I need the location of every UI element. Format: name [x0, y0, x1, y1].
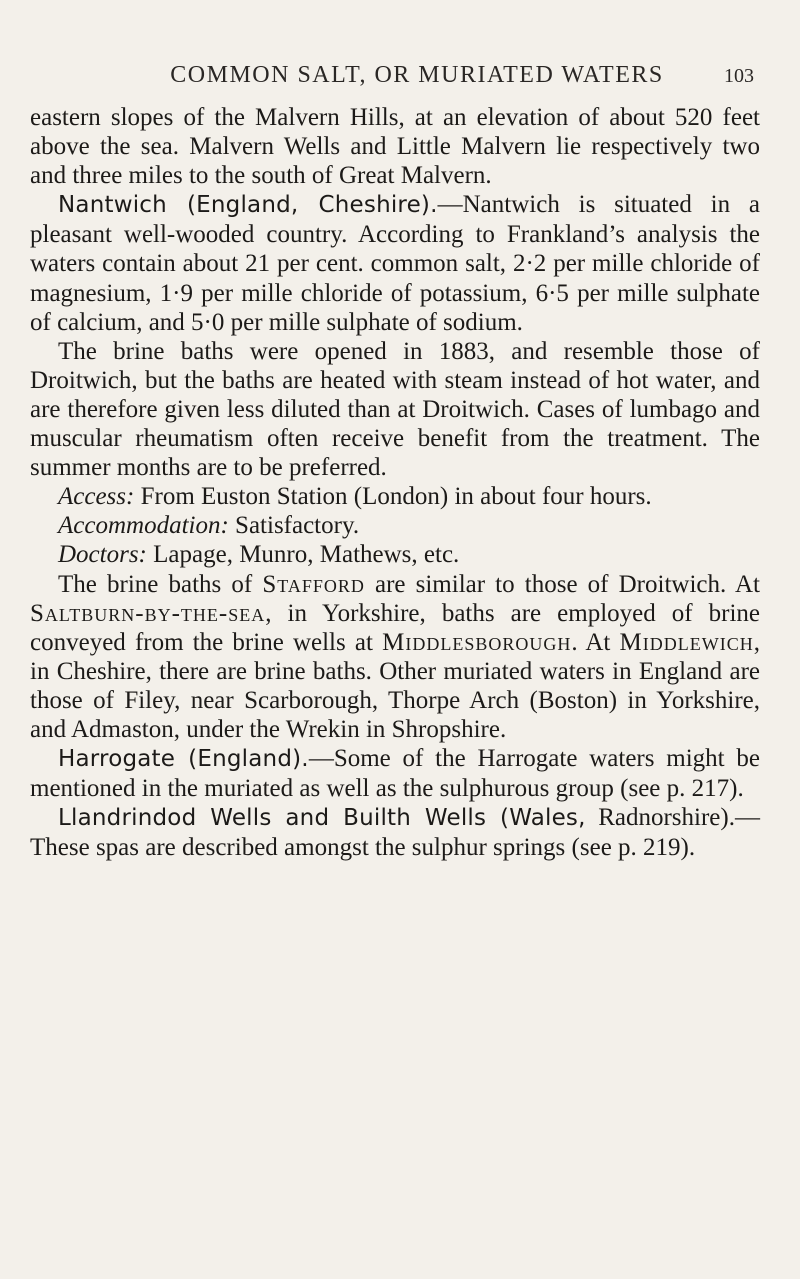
paragraph-llandrindod — [30, 803, 760, 862]
accommodation-label: Accommodation: — [58, 512, 229, 540]
others-text-5: , in Cheshire, there are brine baths. Other muriated waters in England are those of Filey, near Scarborough, Thorpe Arch (Boston) in Yorkshire, and Admaston, under the Wrekin in Shropshire. — [30, 628, 760, 743]
paragraph-malvern: eastern slopes of the Malvern Hills, at an elevation of about 520 feet above the sea. Malvern Wells and Little Malvern lie respectively two and three miles to the south of Great Malvern. — [30, 104, 760, 190]
accommodation-text: Satisfactory. — [228, 512, 360, 540]
body-text — [30, 103, 760, 862]
nantwich-body: —Nantwich is situated in a pleasant well-wooded country. According to Frankland’s analysis the waters contain about 21 per cent. common salt, 2·2 per mille chloride of magnesium, 1·9 per mille chloride of potassium, 6·5 per mille sulphate of calcium, and 5·0 per mille sulphate of sodium. — [30, 191, 760, 336]
doctors-label: Doctors: — [58, 541, 147, 569]
paragraph-other-brine-baths — [30, 570, 760, 745]
harrogate-body: —Some of the Harrogate waters might be mentioned in the muriated as well as the sulphurous group (see p. 217). — [30, 745, 760, 803]
place-middlewich: Middlewich — [619, 628, 754, 656]
place-stafford: Stafford — [262, 570, 365, 598]
paragraph-doctors — [30, 540, 760, 569]
doctors-text: Lapage, Munro, Mathews, etc. — [146, 541, 460, 569]
place-saltburn: Saltburn-by-the-sea — [30, 599, 266, 627]
paragraph-accommodation — [30, 511, 760, 540]
running-head — [110, 62, 760, 89]
llandrindod-body: Radnorshire).—These spas are described amongst the sulphur springs (see p. 219). — [30, 804, 760, 862]
place-middlesborough: Middlesborough — [382, 628, 572, 656]
access-label: Access: — [58, 483, 135, 511]
others-text-1: The brine baths of — [58, 570, 263, 598]
paragraph-access — [30, 482, 760, 511]
heading-nantwich: Nantwich (England, Cheshire). — [58, 192, 438, 219]
running-title: COMMON SALT, OR MURIATED WATERS — [170, 62, 664, 88]
others-text-3: , in Yorkshire, baths are employed of brine conveyed from the brine wells at — [30, 599, 760, 656]
others-text-4: . At — [571, 628, 620, 656]
access-text: From Euston Station (London) in about four hours. — [134, 483, 652, 511]
heading-llandrindod: Llandrindod Wells and Builth Wells (Wales, — [58, 805, 586, 832]
page-number: 103 — [724, 65, 754, 87]
paragraph-brine-baths: The brine baths were opened in 1883, and resemble those of Droitwich, but the baths are heated with steam instead of hot water, and are therefore given less diluted than at Droitwich. Cases of lumbago and muscular rheumatism often receive benefit from the treatment. The summer months are to be preferred. — [30, 337, 760, 482]
paragraph-nantwich — [30, 190, 760, 336]
others-text-2: are similar to those of Droitwich. At — [364, 570, 760, 598]
heading-harrogate: Harrogate (England). — [58, 746, 309, 773]
paragraph-harrogate — [30, 744, 760, 803]
